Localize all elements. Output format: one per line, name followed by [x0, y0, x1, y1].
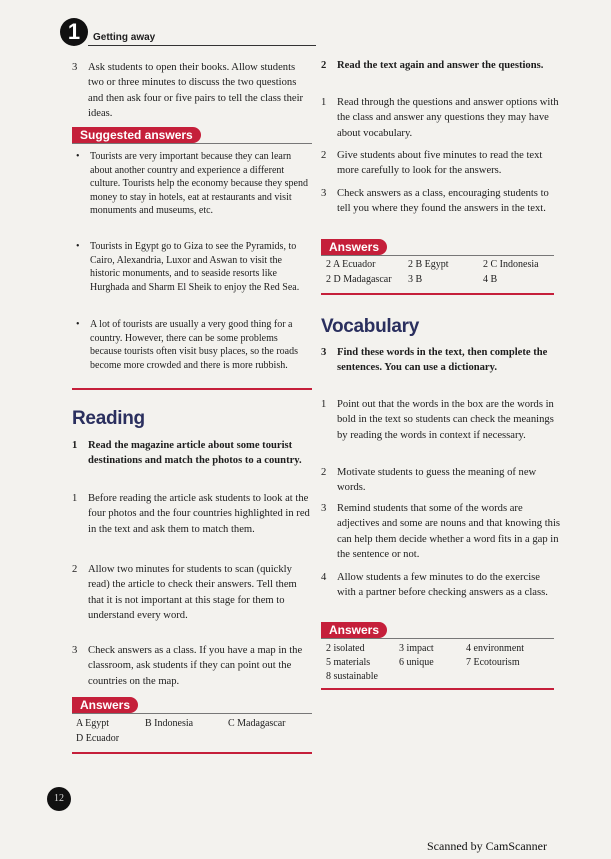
banner-underline: [321, 638, 554, 639]
suggested-answer-text: A lot of tourists are usually a very good thing for a country. However, there can be some problems because tourists often visit busy places, so the roads become more crowded and there is more rubbish.: [90, 319, 299, 371]
reading-step: [72, 562, 312, 624]
section-end-rule: [72, 752, 312, 754]
banner-underline: [321, 255, 554, 256]
suggested-answer-text: Tourists in Egypt go to Giza to see the Pyramids, to Cairo, Alexandria, Luxor and Aswan to visit the historic monuments, and to seaside resorts like Hurghada and Sharm El Sheik to enjoy the Red Sea.: [90, 241, 300, 293]
vocabulary-step: [321, 501, 561, 563]
answer-item: 2 isolated: [326, 643, 365, 654]
step-number: 3: [321, 503, 327, 514]
answer-item: C Madagascar: [228, 718, 286, 729]
step-text: Read through the questions and answer options with the class and answer any questions they may have about vocabulary.: [337, 97, 559, 139]
bullet-dot: •: [76, 151, 80, 162]
step-number: 2: [72, 564, 78, 575]
step-text: Check answers as a class, encouraging students to tell you where they found the answers in the text.: [337, 188, 549, 215]
answer-item: 6 unique: [399, 657, 434, 668]
header-divider: [88, 45, 316, 46]
task-text: Find these words in the text, then complete the sentences. You can use a dictionary.: [337, 347, 548, 374]
step-text: Point out that the words in the box are the words in bold in the text so students can check the meanings by reading the words in context if necessary.: [337, 399, 554, 441]
task-number: 2: [321, 60, 327, 71]
step-number: 1: [72, 493, 78, 504]
reading-task-2: [321, 58, 561, 73]
step-text: Give students about five minutes to read the text more carefully to look for the answers.: [337, 150, 543, 177]
step-text: Remind students that some of the words are adjectives and some are nouns and that knowing this can help them decide whether a word fits in a gap in the sentence or not.: [337, 503, 561, 561]
suggested-answers-banner: Suggested answers: [72, 127, 201, 143]
reading-step: [321, 186, 561, 217]
reading-heading: Reading: [72, 408, 145, 429]
task-text: Read the text again and answer the questions.: [337, 60, 544, 71]
task-number: 3: [321, 347, 327, 358]
answer-item: 2 C Indonesia: [483, 259, 539, 270]
banner-underline: [72, 143, 312, 144]
step-text: Allow two minutes for students to scan (quickly read) the article to check their answers. Tell them that it is not important at this stage for them to understand every word.: [88, 564, 297, 622]
step-text: Check answers as a class. If you have a map in the classroom, ask students if they can point out the countries on the map.: [88, 645, 303, 687]
answer-item: A Egypt: [76, 718, 110, 729]
answers-banner: Answers: [72, 697, 138, 713]
answer-item: D Ecuador: [76, 733, 120, 744]
reading-task-1: [72, 438, 312, 469]
reading-step: [72, 643, 312, 689]
answer-item: 2 B Egypt: [408, 259, 449, 270]
answers-banner: Answers: [321, 622, 387, 638]
suggested-answer-text: Tourists are very important because they can learn about another country and experience a different culture. Tourists help the economy because they spend money to stay in hotels, eat at restaurants and visit monuments and museums, etc.: [90, 151, 308, 217]
suggested-answer-item: [76, 240, 310, 294]
answer-item: 8 sustainable: [326, 671, 378, 682]
step-number: 2: [321, 467, 327, 478]
section-end-rule: [72, 388, 312, 390]
page-number: 12: [47, 787, 71, 811]
unit-number-badge: 1: [60, 18, 88, 46]
step-number: 4: [321, 572, 327, 583]
reading-step: [321, 148, 561, 179]
banner-underline: [72, 713, 312, 714]
vocabulary-task-3: [321, 345, 561, 376]
reading-step: [72, 491, 312, 537]
step-text: Ask students to open their books. Allow students two or three minutes to discuss the two questions and then ask four or five pairs to tell the class their ideas.: [88, 62, 304, 120]
intro-step: [72, 60, 312, 122]
step-number: 3: [72, 62, 78, 73]
reading-step: [321, 95, 561, 141]
step-number: 1: [321, 399, 327, 410]
vocabulary-step: [321, 465, 561, 496]
answer-item: 2 D Madagascar: [326, 274, 392, 285]
step-number: 1: [321, 97, 327, 108]
suggested-answer-item: [76, 318, 310, 372]
unit-title: Getting away: [93, 32, 156, 43]
vocabulary-step: [321, 397, 561, 443]
suggested-answer-item: [76, 150, 310, 218]
answers-banner: Answers: [321, 239, 387, 255]
step-text: Motivate students to guess the meaning of new words.: [337, 467, 537, 494]
answer-item: 7 Ecotourism: [466, 657, 520, 668]
section-end-rule: [321, 688, 554, 690]
task-text: Read the magazine article about some tourist destinations and match the photos to a country.: [88, 440, 302, 467]
bullet-dot: •: [76, 319, 80, 330]
answer-item: B Indonesia: [145, 718, 194, 729]
step-number: 3: [321, 188, 327, 199]
step-number: 3: [72, 645, 78, 656]
step-text: Allow students a few minutes to do the exercise with a partner before checking answers as a class.: [337, 572, 548, 599]
scan-watermark: Scanned by CamScanner: [427, 839, 547, 853]
answer-item: 2 A Ecuador: [326, 259, 376, 270]
answer-item: 4 B: [483, 274, 498, 285]
bullet-dot: •: [76, 241, 80, 252]
vocabulary-step: [321, 570, 561, 601]
vocabulary-heading: Vocabulary: [321, 316, 420, 337]
answer-item: 3 B: [408, 274, 423, 285]
answer-item: 3 impact: [399, 643, 434, 654]
step-number: 2: [321, 150, 327, 161]
task-number: 1: [72, 440, 78, 451]
section-end-rule: [321, 293, 554, 295]
step-text: Before reading the article ask students to look at the four photos and the four countries highlighted in red in the text and ask them to match them.: [88, 493, 310, 535]
answer-item: 5 materials: [326, 657, 371, 668]
answer-item: 4 environment: [466, 643, 525, 654]
